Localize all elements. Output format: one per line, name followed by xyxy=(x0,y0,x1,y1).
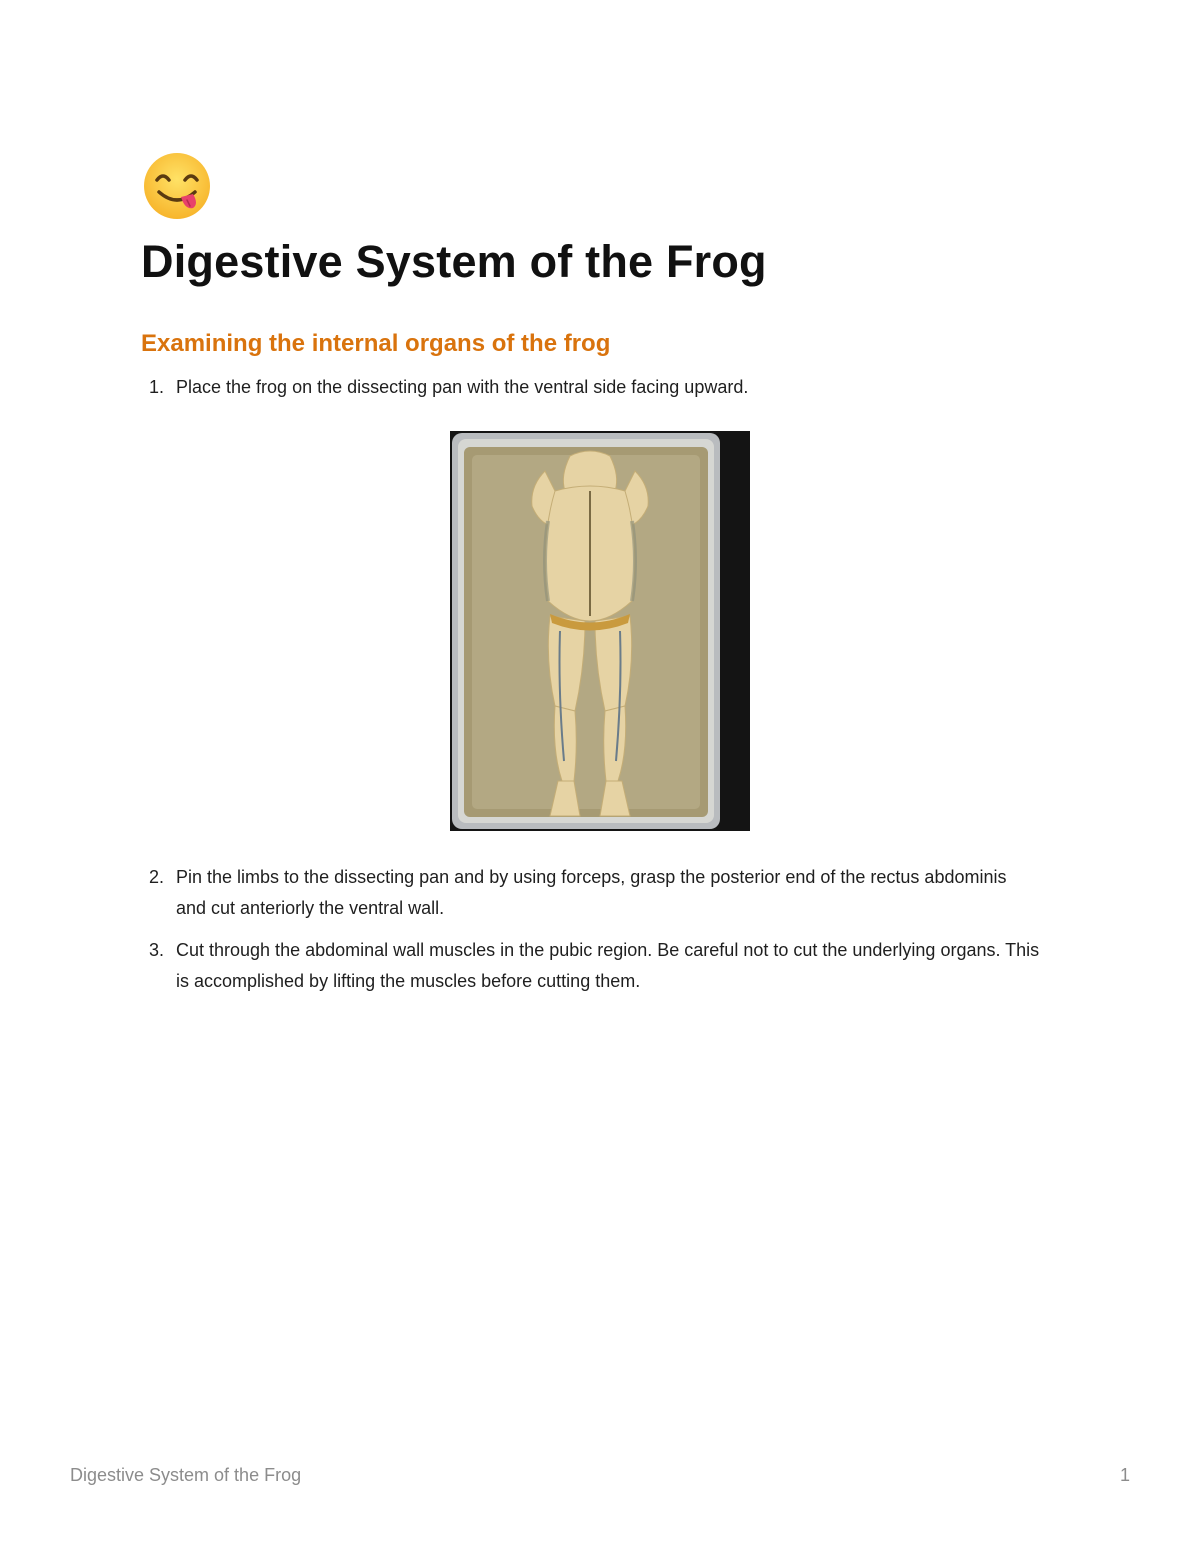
section-heading: Examining the internal organs of the frog xyxy=(141,330,611,357)
list-item xyxy=(141,862,1041,924)
list-item-number: 2. xyxy=(149,867,165,887)
list-item-text: Cut through the abdominal wall muscles in the pubic region. Be careful not to cut the underlying organs. This is accomplished by lifting the muscles before cutting them. xyxy=(176,940,1040,991)
list-item-text: Pin the limbs to the dissecting pan and by using forceps, grasp the posterior end of the rectus abdominis and cut anteriorly the ventral wall. xyxy=(176,867,1007,918)
list-item xyxy=(141,935,1041,997)
list-item-text: Place the frog on the dissecting pan with the ventral side facing upward. xyxy=(176,377,749,397)
footer-title: Digestive System of the Frog xyxy=(70,1465,302,1485)
list-item-number: 3. xyxy=(149,940,165,960)
document-title: Digestive System of the Frog xyxy=(141,236,767,287)
list-item-number: 1. xyxy=(149,377,165,397)
list-item xyxy=(141,372,1041,403)
face-savoring-food-icon xyxy=(141,150,213,222)
frog-dissection-photo xyxy=(450,431,750,831)
page-number: 1 xyxy=(1119,1465,1130,1485)
